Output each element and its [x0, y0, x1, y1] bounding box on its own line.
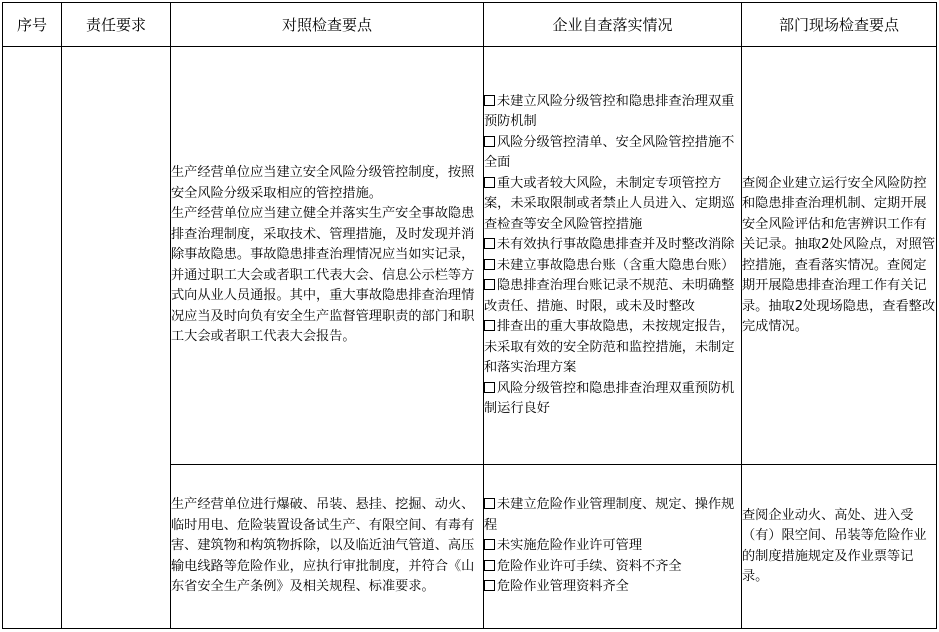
header-self-check: 企业自查落实情况 — [484, 3, 742, 47]
check-point-paragraph: 生产经营单位进行爆破、吊装、悬挂、挖掘、动火、临时用电、危险装置设备试生产、有限空间、有毒有害、建筑物和构筑物拆除，以及临近油气管道、高压输电线路等危险作业，应执行审批制度，并符合《山东省安全生产条例》及相关规程、标准要求。 — [171, 497, 475, 595]
checkbox-icon[interactable] — [484, 320, 495, 331]
self-check-item: 风险分级管控清单、安全风险管控措施不全面 — [484, 134, 735, 170]
checkbox-icon[interactable] — [484, 238, 495, 249]
checkbox-icon[interactable] — [484, 580, 495, 591]
checkbox-icon[interactable] — [484, 560, 495, 571]
header-row — [3, 3, 937, 47]
self-check-item: 危险作业许可手续、资料不齐全 — [484, 557, 741, 578]
self-check-item: 未建立危险作业管理制度、规定、操作规程 — [484, 497, 735, 533]
self-check-item: 未建立风险分级管控和隐患排查治理双重预防机制 — [484, 93, 735, 129]
checkbox-icon[interactable] — [484, 498, 495, 509]
self-check-cell — [484, 465, 742, 629]
checkbox-icon[interactable] — [484, 279, 495, 290]
table-row — [3, 47, 937, 465]
checkbox-icon[interactable] — [484, 136, 495, 147]
self-check-item: 隐患排查治理台账记录不规范、未明确整改责任、措施、时限，或未及时整改 — [484, 278, 735, 314]
self-check-item: 风险分级管控和隐患排查治理双重预防机制运行良好 — [484, 380, 735, 416]
inspection-table — [2, 2, 937, 629]
self-check-item: 危险作业管理资料齐全 — [484, 577, 741, 598]
self-check-cell — [484, 47, 742, 465]
header-seq: 序号 — [3, 3, 62, 47]
self-check-item: 未建立事故隐患台账（含重大隐患台账） — [484, 256, 741, 277]
check-points-cell — [171, 47, 484, 465]
responsibility-cell — [62, 47, 171, 629]
self-check-item: 未有效执行事故隐患排查并及时整改消除 — [484, 235, 741, 256]
dept-check-cell: 查阅企业动火、高处、进入受（有）限空间、吊装等危险作业的制度措施规定及作业票等记录。 — [742, 465, 937, 629]
dept-check-cell: 查阅企业建立运行安全风险防控和隐患排查治理机制、定期开展安全风险评估和危害辨识工作有关记录。抽取2处风险点，对照管控措施，查看落实情况。查阅定期开展隐患排查治理工作有关记录。抽取2处现场隐患，查看整改完成情况。 — [742, 47, 937, 465]
self-check-item: 重大或者较大风险，未制定专项管控方案，未采取限制或者禁止人员进入、定期巡查检查等安全风险管控措施 — [484, 175, 735, 232]
checkbox-icon[interactable] — [484, 539, 495, 550]
checkbox-icon[interactable] — [484, 95, 495, 106]
check-point-paragraph: 生产经营单位应当建立安全风险分级管控制度，按照安全风险分级采取相应的管控措施。 — [171, 165, 475, 201]
header-responsibility: 责任要求 — [62, 3, 171, 47]
self-check-item: 未实施危险作业许可管理 — [484, 536, 741, 557]
seq-cell — [3, 47, 62, 629]
header-check-points: 对照检查要点 — [171, 3, 484, 47]
checkbox-icon[interactable] — [484, 382, 495, 393]
check-points-cell — [171, 465, 484, 629]
check-point-paragraph: 生产经营单位应当建立健全并落实生产安全事故隐患排查治理制度，采取技术、管理措施，及时发现并消除事故隐患。事故隐患排查治理情况应当如实记录，并通过职工大会或者职工代表大会、信息公示栏等方式向从业人员通报。其中，重大事故隐患排查治理情况应当及时向负有安全生产监督管理职责的部门和职工大会或者职工代表大会报告。 — [171, 206, 475, 345]
checkbox-icon[interactable] — [484, 259, 495, 270]
self-check-item: 排查出的重大事故隐患，未按规定报告，未采取有效的安全防范和监控措施，未制定和落实治理方案 — [484, 319, 735, 375]
checkbox-icon[interactable] — [484, 177, 495, 188]
header-dept-check: 部门现场检查要点 — [742, 3, 937, 47]
